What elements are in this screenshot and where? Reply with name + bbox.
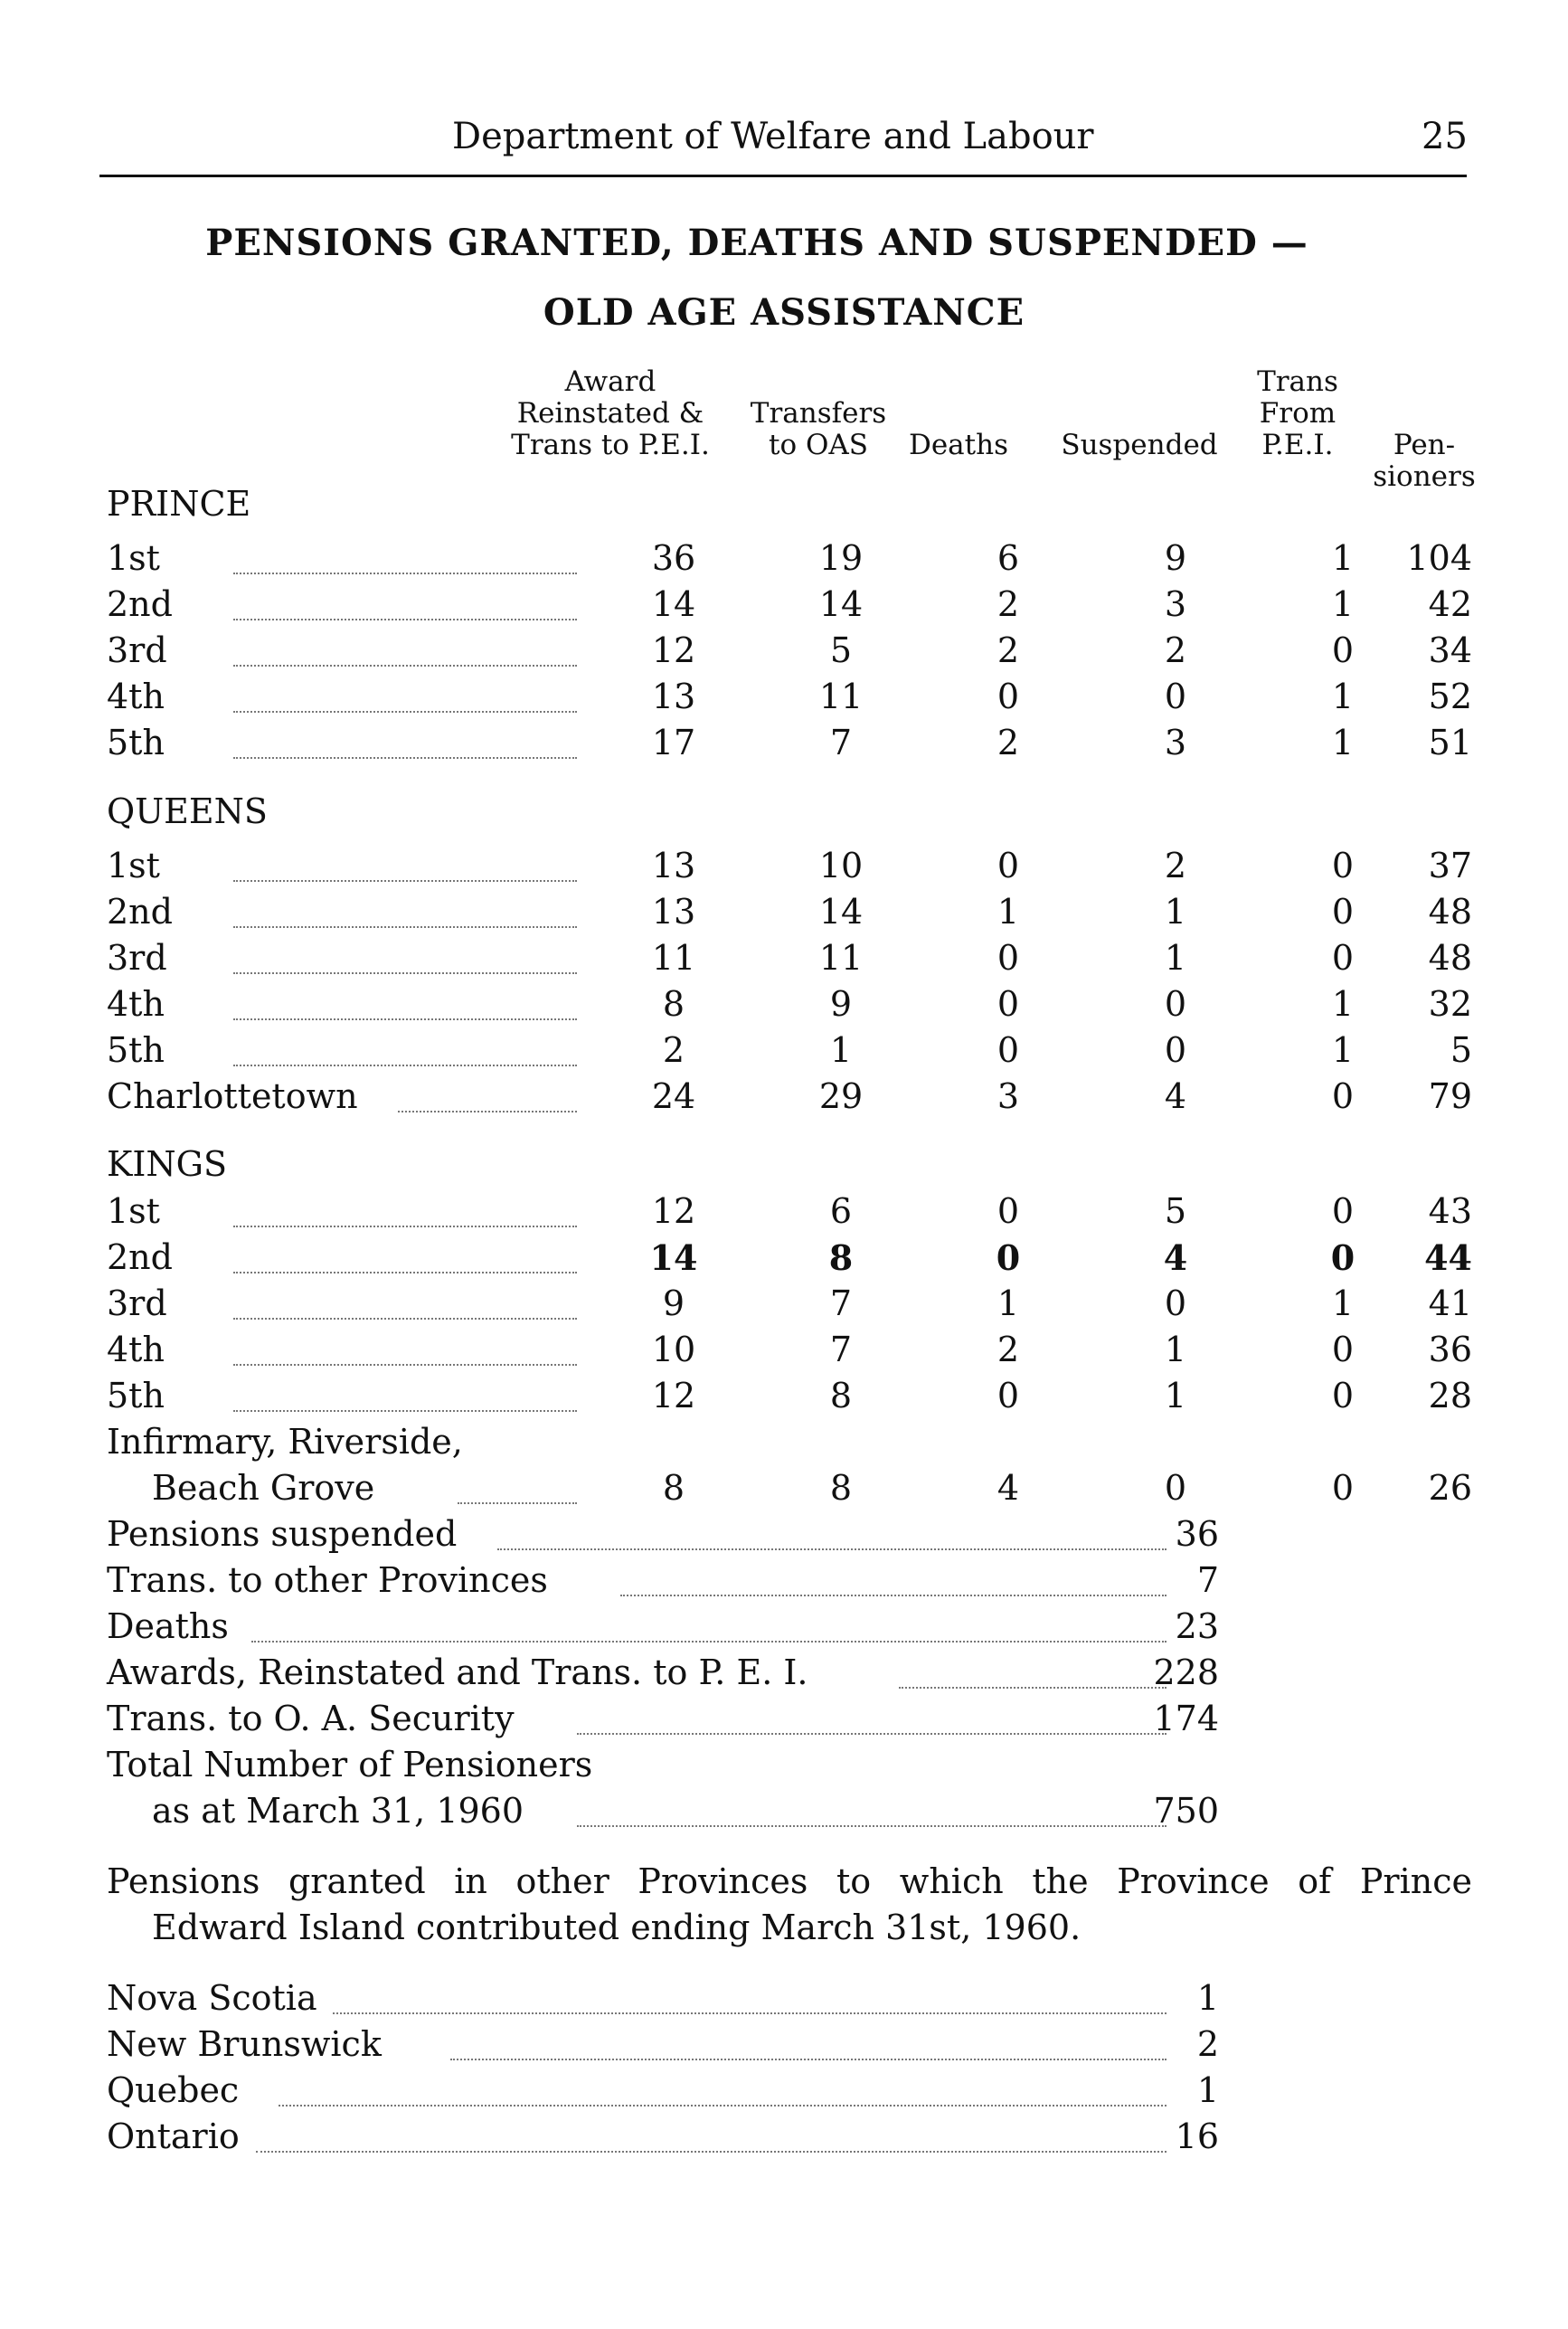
summary-row: Trans. to O. A. Security 174: [107, 1699, 1219, 1738]
dot-leader: [233, 723, 577, 759]
header-rule: [99, 175, 1467, 177]
dot-leader: [450, 2024, 1167, 2060]
table-row: 5th 12 8 0 1 0 28: [107, 1376, 1472, 1415]
dot-leader: [256, 2116, 1167, 2153]
dot-leader: [233, 1191, 577, 1227]
running-header: Department of Welfare and Labour: [452, 116, 1094, 157]
dot-leader: [233, 892, 577, 928]
dot-leader: [398, 1076, 577, 1112]
dot-leader: [233, 584, 577, 620]
table-row: 3rd 9 7 1 0 1 41: [107, 1283, 1472, 1323]
dot-leader: [233, 1376, 577, 1412]
col-pensioners: Pen- sioners: [1373, 429, 1476, 493]
table-row: Charlottetown 24 29 3 4 0 79: [107, 1076, 1472, 1116]
table-row: 1st 36 19 6 9 1 104: [107, 538, 1472, 578]
table-row: 1st 12 6 0 5 0 43: [107, 1191, 1472, 1231]
table-row: 2nd 14 8 0 4 0 44: [107, 1237, 1472, 1278]
table-row: 1st 13 10 0 2 0 37: [107, 846, 1472, 885]
province-row: New Brunswick 2: [107, 2024, 1219, 2064]
dot-leader: [233, 677, 577, 713]
section-prince: PRINCE: [107, 484, 251, 524]
table-row: Beach Grove 8 8 4 0 0 26: [152, 1468, 1472, 1508]
dot-leader: [233, 1237, 577, 1273]
dot-leader: [251, 1606, 1167, 1643]
dot-leader: [233, 538, 577, 574]
summary-row: Awards, Reinstated and Trans. to P. E. I. 228: [107, 1652, 1219, 1692]
dot-leader: [333, 1978, 1167, 2014]
dot-leader: [233, 1030, 577, 1066]
summary-row: Pensions suspended 36: [107, 1514, 1219, 1554]
col-deaths: Deaths: [908, 429, 1008, 461]
dot-leader: [620, 1560, 1167, 1596]
dot-leader: [577, 1791, 1167, 1827]
dot-leader: [577, 1699, 1167, 1735]
paragraph-line-1: Pensions granted in other Provinces to which the Province of Prince: [107, 1861, 1472, 1901]
table-row: 4th 8 9 0 0 1 32: [107, 984, 1472, 1024]
dot-leader: [497, 1514, 1167, 1550]
table-row: 5th 2 1 0 0 1 5: [107, 1030, 1472, 1070]
title-line-1: PENSIONS GRANTED, DEATHS AND SUSPENDED —: [205, 222, 1308, 264]
dot-leader: [458, 1468, 577, 1504]
summary-row: Deaths 23: [107, 1606, 1219, 1646]
total-label-line: Total Number of Pensioners: [107, 1745, 593, 1785]
page-title: [0, 222, 1568, 264]
col-trans-from: Trans From P.E.I.: [1257, 365, 1338, 461]
infirmary-label-line: Infirmary, Riverside,: [107, 1422, 463, 1462]
dot-leader: [233, 1283, 577, 1320]
summary-row: Trans. to other Provinces 7: [107, 1560, 1219, 1600]
dot-leader: [279, 2070, 1167, 2107]
dot-leader: [233, 938, 577, 974]
page-number: 25: [1422, 116, 1468, 157]
dot-leader: [233, 630, 577, 667]
section-queens: QUEENS: [107, 791, 268, 831]
col-suspended: Suspended: [1061, 429, 1218, 461]
table-row: 2nd 13 14 1 1 0 48: [107, 892, 1472, 932]
province-row: Ontario 16: [107, 2116, 1219, 2156]
province-row: Nova Scotia 1: [107, 1978, 1219, 2018]
dot-leader: [233, 846, 577, 882]
table-row: 2nd 14 14 2 3 1 42: [107, 584, 1472, 624]
table-row: 3rd 11 11 0 1 0 48: [107, 938, 1472, 978]
table-row: 3rd 12 5 2 2 0 34: [107, 630, 1472, 670]
table-row: 4th 13 11 0 0 1 52: [107, 677, 1472, 716]
section-kings: KINGS: [107, 1144, 228, 1184]
col-award: Award Reinstated & Trans to P.E.I.: [511, 365, 710, 461]
dot-leader: [233, 984, 577, 1020]
col-transfers: Transfers to OAS: [750, 397, 887, 461]
paragraph-line-2: Edward Island contributed ending March 31st, 1960.: [152, 1908, 1082, 1947]
total-row: as at March 31, 1960 750: [152, 1791, 1219, 1831]
page-subtitle: OLD AGE ASSISTANCE: [543, 291, 1025, 334]
table-row: 4th 10 7 2 1 0 36: [107, 1330, 1472, 1369]
province-row: Quebec 1: [107, 2070, 1219, 2110]
dot-leader: [233, 1330, 577, 1366]
table-row: 5th 17 7 2 3 1 51: [107, 723, 1472, 762]
